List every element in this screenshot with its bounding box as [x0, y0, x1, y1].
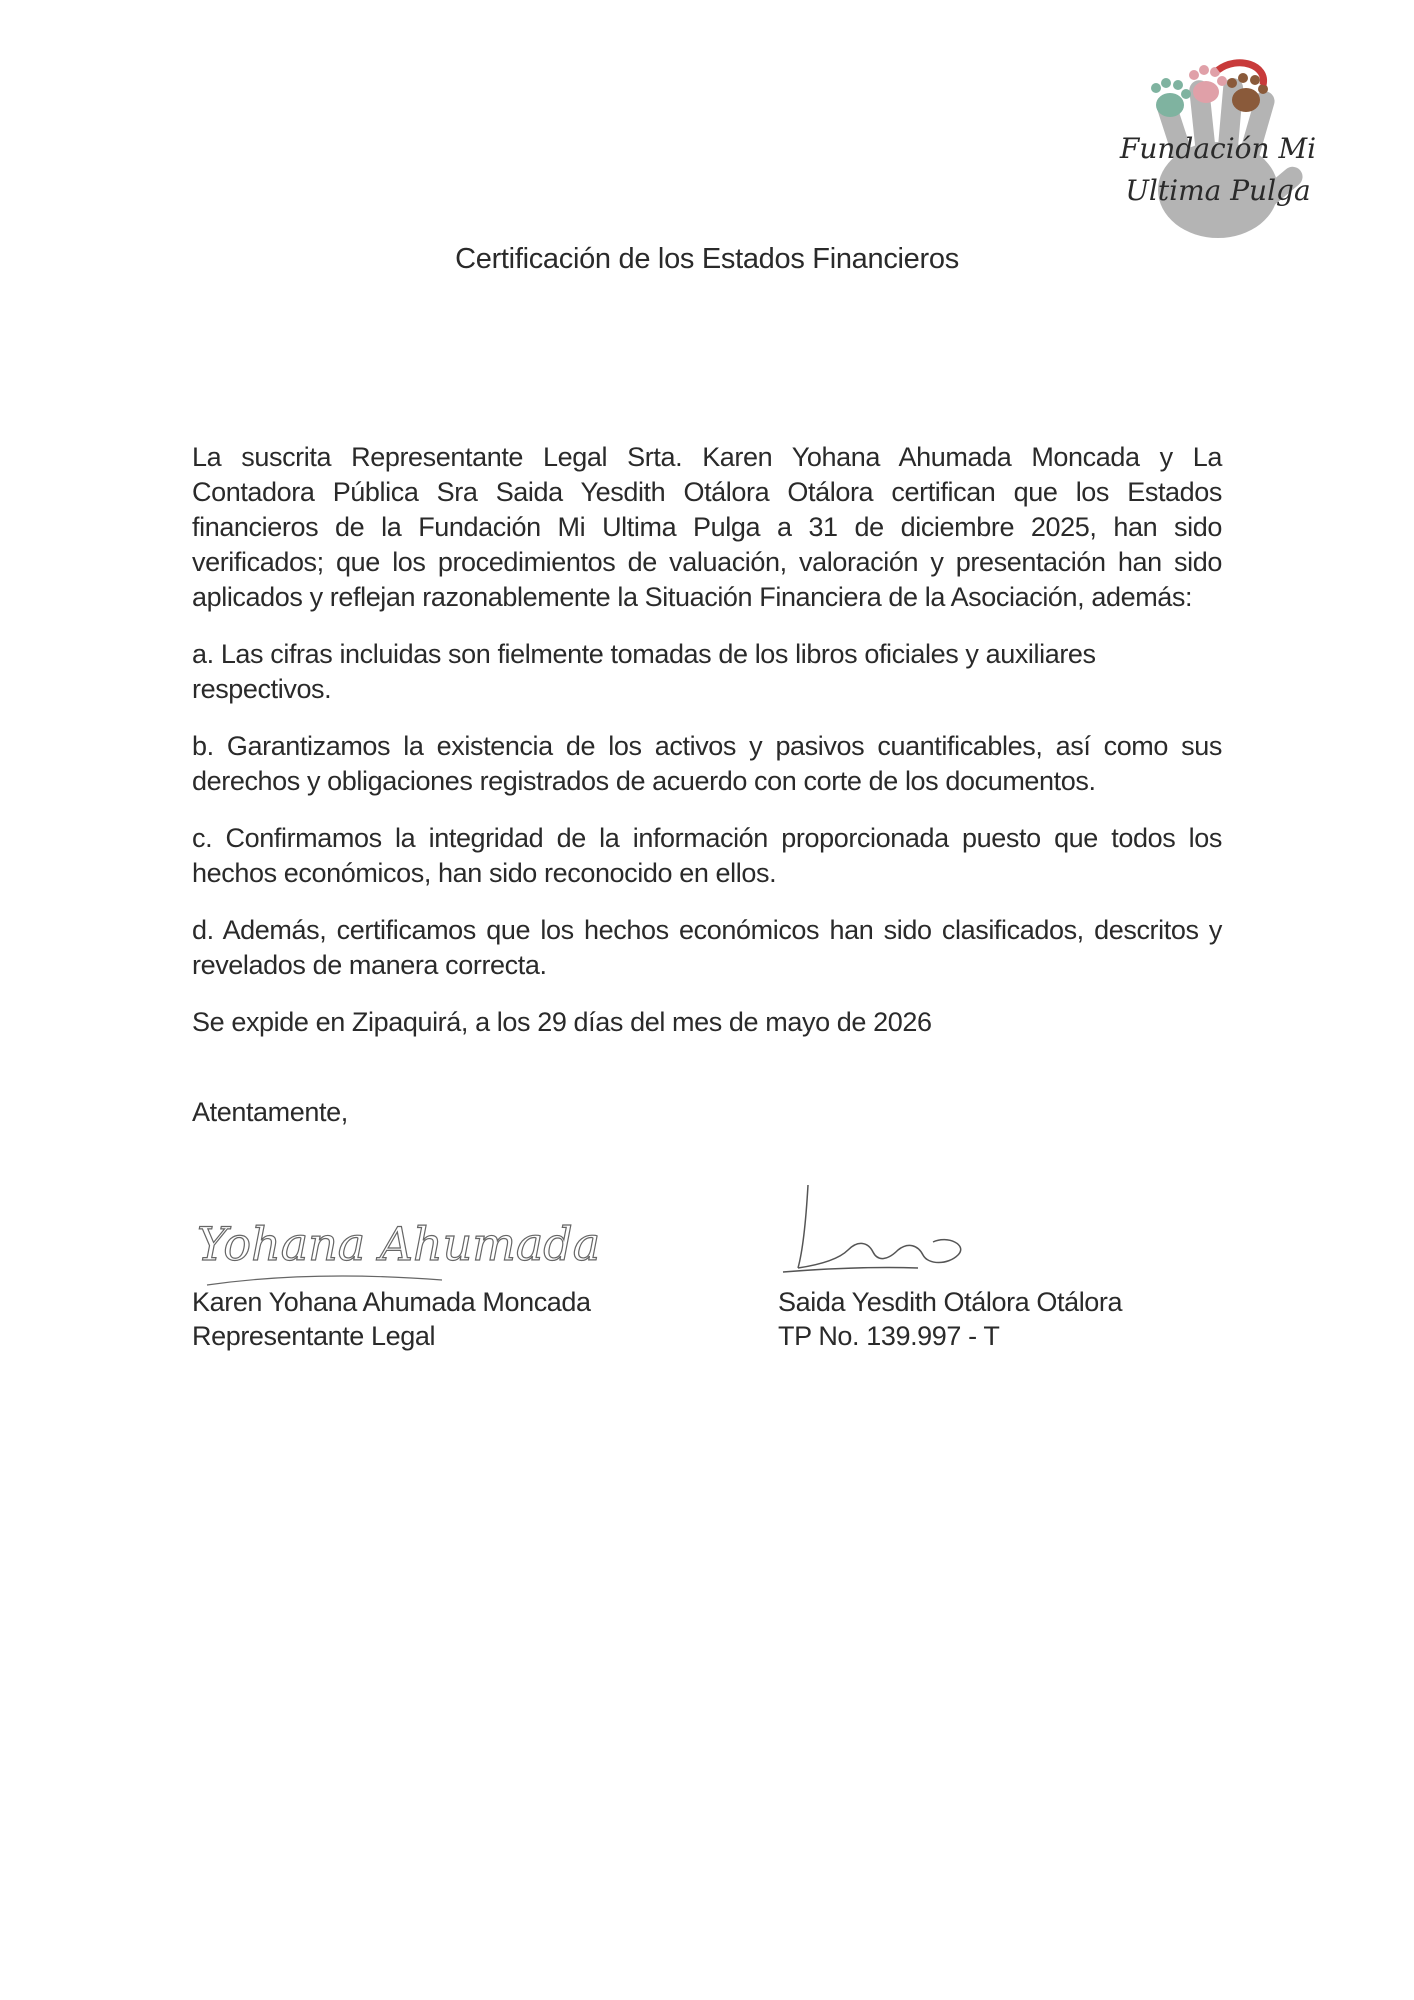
- document-title: Certificación de los Estados Financieros: [455, 243, 959, 275]
- signature-block-accountant: [778, 1180, 1238, 1353]
- handwritten-signature-text: Yohana Ahumada: [197, 1217, 601, 1271]
- logo-text-line1: Fundación Mi: [1119, 132, 1317, 165]
- signer-name-left: Karen Yohana Ahumada Moncada: [192, 1287, 591, 1317]
- signer-role-right: TP No. 139.997 - T: [778, 1321, 1000, 1351]
- signature-block-legal-rep: [192, 1180, 652, 1353]
- intro-paragraph: La suscrita Representante Legal Srta. Karen Yohana Ahumada Moncada y La Contadora Pública Sra Saida Yesdith Otálora Otálora certifican que los Estados financieros de la Fundación Mi Ultima Pulga a 31 de diciembre 2025, han sido verificados; que los procedimientos de valuación, valoración y presentación han sido aplicados y reflejan razonablemente la Situación Financiera de la Asociación, además:: [192, 442, 1222, 612]
- item-c: c. Confirmamos la integridad de la información proporcionada puesto que todos los hechos económicos, han sido reconocido en ellos.: [192, 823, 1222, 888]
- foundation-logo: [1118, 50, 1318, 250]
- closing-salutation: Atentamente,: [192, 1097, 348, 1127]
- signer-role-left: Representante Legal: [192, 1321, 436, 1351]
- item-a: a. Las cifras incluidas son fielmente tomadas de los libros oficiales y auxiliares respectivos.: [192, 639, 1096, 704]
- logo-text-line2: Ultima Pulga: [1125, 174, 1311, 207]
- expedition-line: Se expide en Zipaquirá, a los 29 días del mes de mayo de 2026: [192, 1007, 932, 1037]
- body-text: [192, 440, 1222, 1005]
- item-b: b. Garantizamos la existencia de los activos y pasivos cuantificables, así como sus derechos y obligaciones registrados de acuerdo con corte de los documentos.: [192, 731, 1222, 796]
- handwritten-signature-left: [192, 1180, 652, 1285]
- item-d: d. Además, certificamos que los hechos económicos han sido clasificados, descritos y revelados de manera correcta.: [192, 915, 1222, 980]
- signer-name-right: Saida Yesdith Otálora Otálora: [778, 1287, 1123, 1317]
- handwritten-signature-right: [778, 1180, 1238, 1285]
